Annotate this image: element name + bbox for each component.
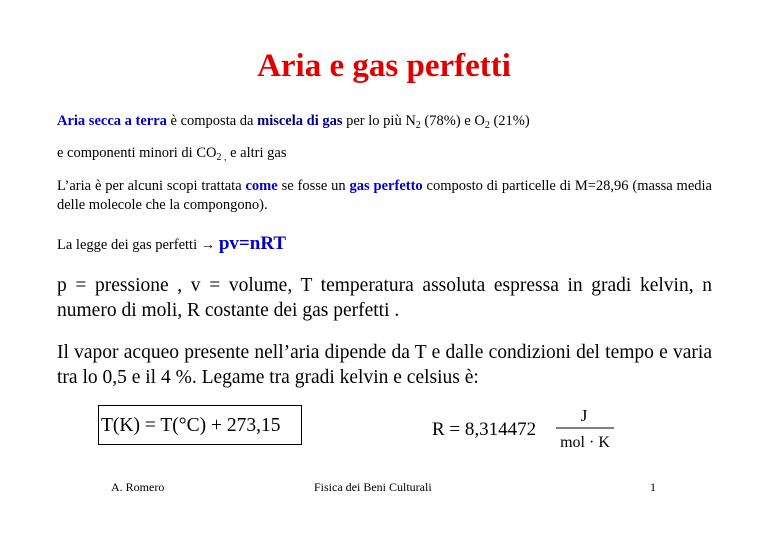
ideal-gas-term: gas perfetto [349, 178, 423, 194]
text-segment: è composta da [166, 113, 258, 129]
subscript: 2 [415, 120, 421, 131]
text-segment: se fosse un [277, 178, 350, 194]
text-segment: e componenti minori di CO [57, 145, 217, 161]
gas-mixture-term: miscela di gas [257, 113, 343, 129]
gas-constant-lhs: R = 8,314472 [432, 419, 537, 440]
text-segment: L’aria è per alcuni scopi trattata [57, 178, 246, 194]
dry-air-term: Aria secca a terra [57, 113, 167, 129]
law-label: La legge dei gas perfetti [57, 237, 201, 253]
come-term: come [245, 178, 278, 194]
text-segment: per lo più N [342, 113, 416, 129]
footer-author: A. Romero [111, 480, 165, 494]
gas-law-line [57, 233, 286, 255]
kelvin-celsius-formula-box: T(K) = T(°C) + 273,15 [98, 405, 302, 445]
text-segment: e altri gas [226, 145, 287, 161]
footer-course: Fisica dei Beni Culturali [314, 480, 432, 494]
subscript: 2 , [216, 152, 227, 163]
minor-components-line [57, 145, 286, 163]
page-number: 1 [650, 480, 656, 494]
gas-constant-formula [432, 397, 632, 457]
gas-constant-numerator: J [580, 406, 588, 425]
text-segment: (78%) e O [420, 113, 485, 129]
subscript: 2 [484, 120, 490, 131]
air-composition-line [57, 113, 530, 131]
arrow-icon: → [200, 237, 219, 253]
text-segment: (21%) [489, 113, 530, 129]
text-segment: composto di particelle di M=28,96 (massa media delle molecole che la compongono). [57, 178, 712, 213]
gas-constant-denominator: mol · K [560, 434, 610, 451]
ideal-gas-paragraph [57, 177, 712, 215]
variables-paragraph: p = pressione , v = volume, T temperatura assoluta espressa in gradi kelvin, n numero di moli, R costante dei gas perfetti . [57, 275, 712, 321]
water-vapor-paragraph: Il vapor acqueo presente nell’aria dipende da T e dalle condizioni del tempo e varia tra lo 0,5 e il 4 %. Legame tra gradi kelvin e celsius è: [57, 342, 712, 388]
slide-title: Aria e gas perfetti [257, 48, 511, 84]
gas-law-formula: pv=nRT [218, 233, 287, 254]
